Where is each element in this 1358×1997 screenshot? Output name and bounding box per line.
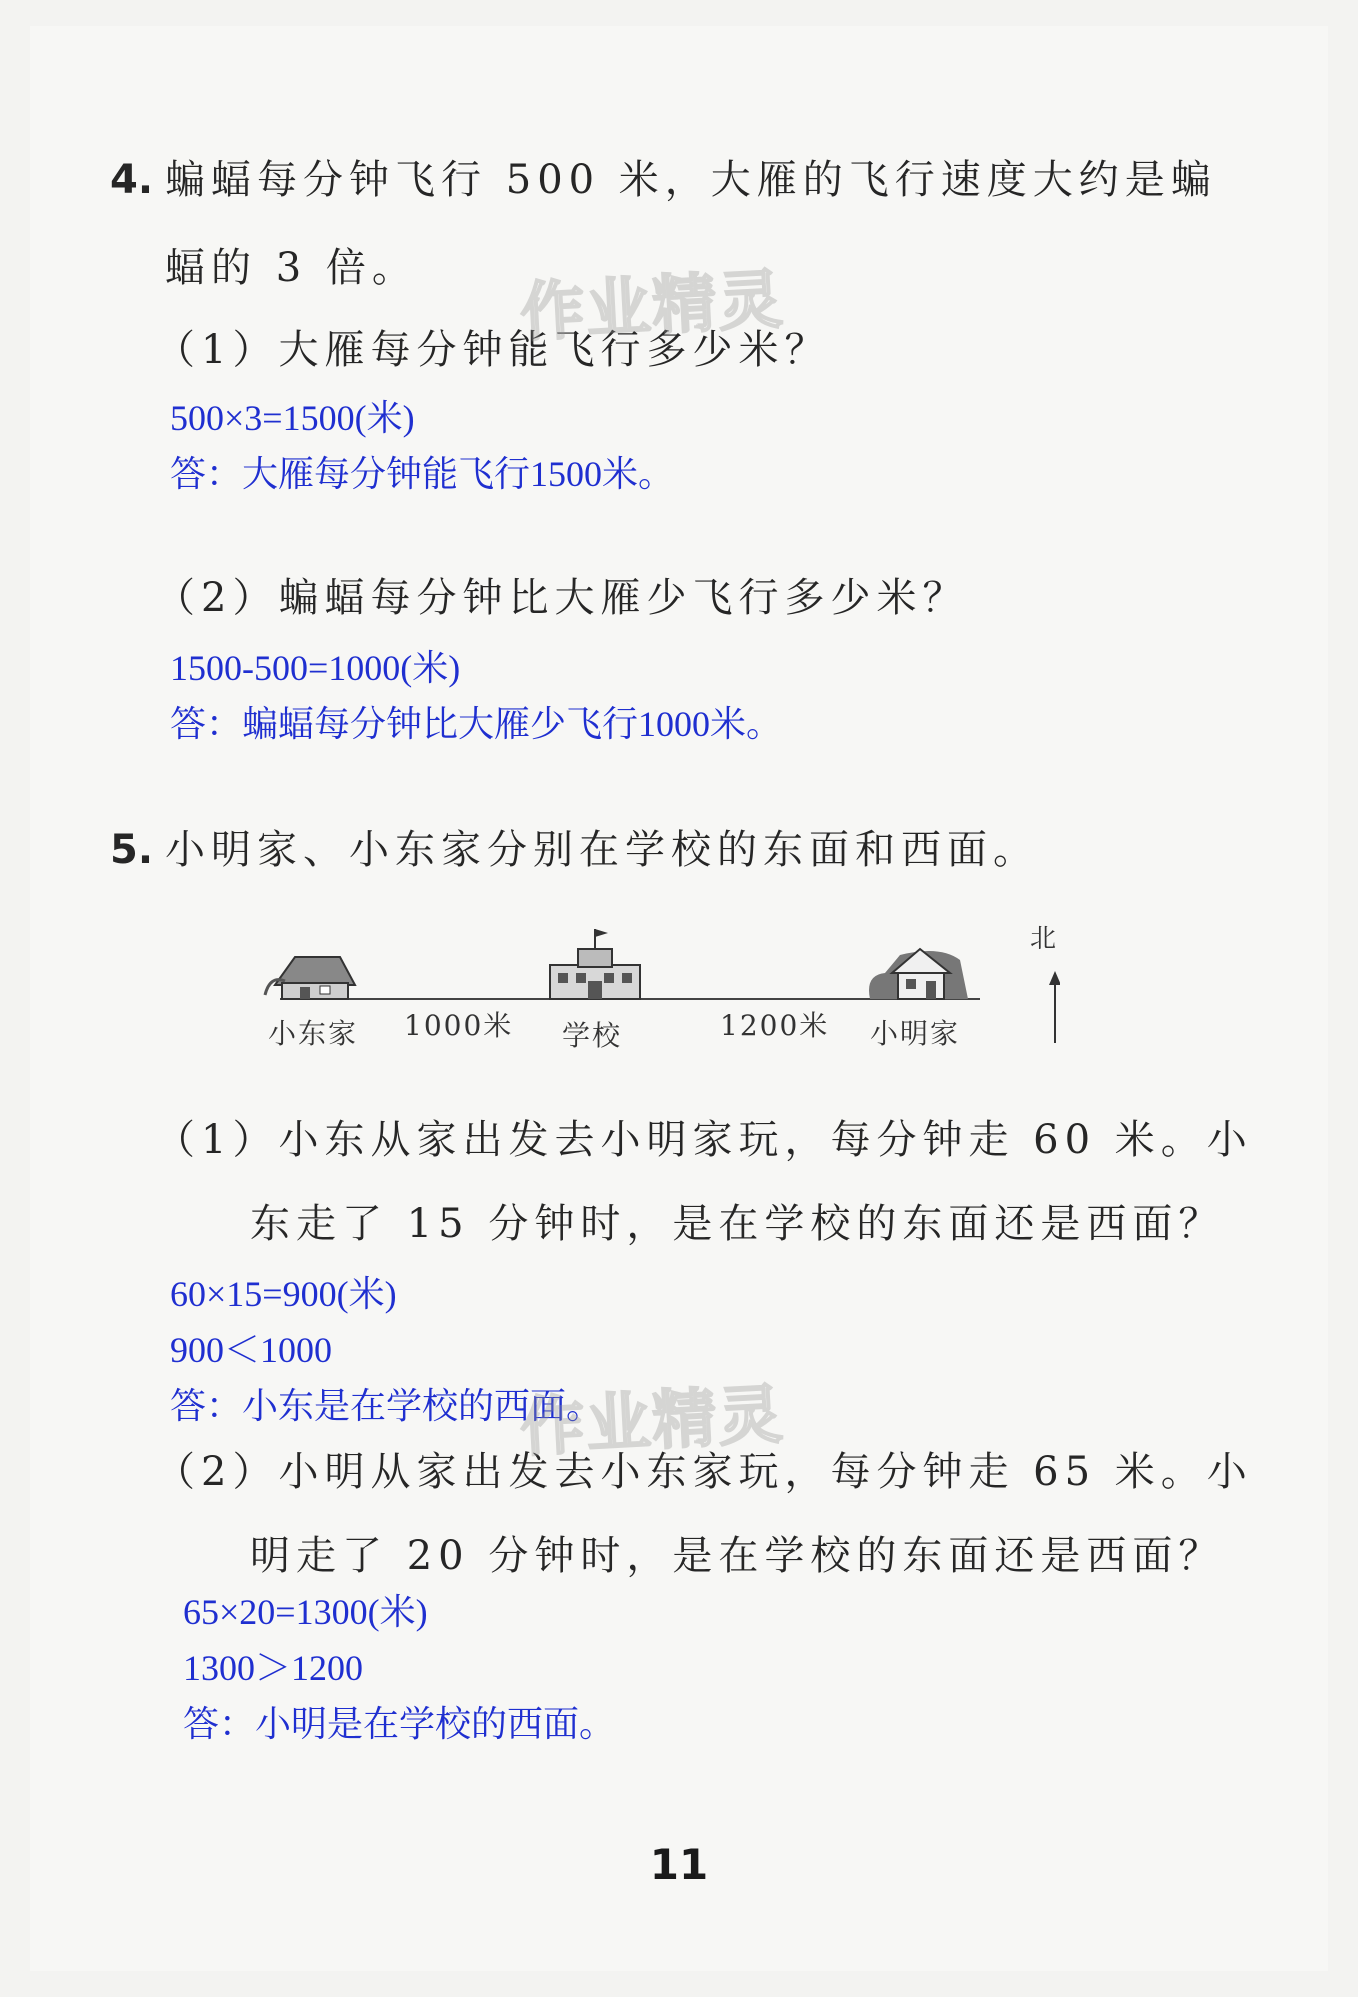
house-right-icon [869, 949, 968, 999]
home-left-label: 小东家 [268, 1017, 359, 1050]
question-5-sub2-line1: （2）小明从家出发去小东家玩，每分钟走 65 米。小 [155, 1449, 1253, 1495]
answer-5-1-text: 答：小东是在学校的西面。 [170, 1386, 603, 1426]
school-label: 学校 [562, 1019, 623, 1052]
north-label: 北 [1030, 924, 1059, 954]
watermark-bottom: 作业精灵 [518, 1378, 787, 1466]
school-icon [550, 929, 640, 999]
answer-4-2-text: 答：蝙蝠每分钟比大雁少飞行1000米。 [170, 704, 783, 744]
question-4-line2: 蝠的 3 倍。 [165, 245, 418, 291]
watermark-top: 作业精灵 [518, 263, 787, 351]
answer-5-2-calc: 65×20=1300(米) [183, 1592, 428, 1632]
distance-left-label: 1000米 [404, 1009, 514, 1042]
answer-5-1-calc: 60×15=900(米) [170, 1274, 397, 1314]
question-5-sub1-line2: 东走了 15 分钟时，是在学校的东面还是西面？ [250, 1201, 1225, 1247]
question-4-number: 4. [110, 157, 154, 203]
question-4-sub1: （1）大雁每分钟能飞行多少米？ [155, 327, 831, 373]
home-right-label: 小明家 [870, 1017, 961, 1050]
house-left-icon [265, 957, 355, 999]
answer-4-2-calc: 1500-500=1000(米) [170, 648, 461, 688]
answer-5-2-compare: 1300＞1200 [183, 1648, 364, 1688]
page-number: 11 [649, 1840, 709, 1889]
question-4-sub2: （2）蝙蝠每分钟比大雁少飞行多少米？ [155, 575, 969, 621]
answer-5-2-text: 答：小明是在学校的西面。 [183, 1704, 616, 1744]
question-5-line1: 5. 小明家、小东家分别在学校的东面和西面。 [110, 827, 1040, 873]
answer-4-1-calc: 500×3=1500(米) [170, 398, 415, 438]
question-5-sub2-line2: 明走了 20 分钟时，是在学校的东面还是西面？ [250, 1533, 1225, 1579]
question-4-line1: 4. 蝙蝠每分钟飞行 500 米，大雁的飞行速度大约是蝙 [110, 157, 1217, 203]
answer-4-1-text: 答：大雁每分钟能飞行1500米。 [170, 454, 675, 494]
question-5-number: 5. [110, 827, 154, 873]
answer-5-1-compare: 900＜1000 [170, 1330, 333, 1370]
north-arrow-icon [1049, 971, 1060, 1043]
distance-right-label: 1200米 [720, 1009, 830, 1042]
question-5-sub1-line1: （1）小东从家出发去小明家玩，每分钟走 60 米。小 [155, 1117, 1253, 1163]
